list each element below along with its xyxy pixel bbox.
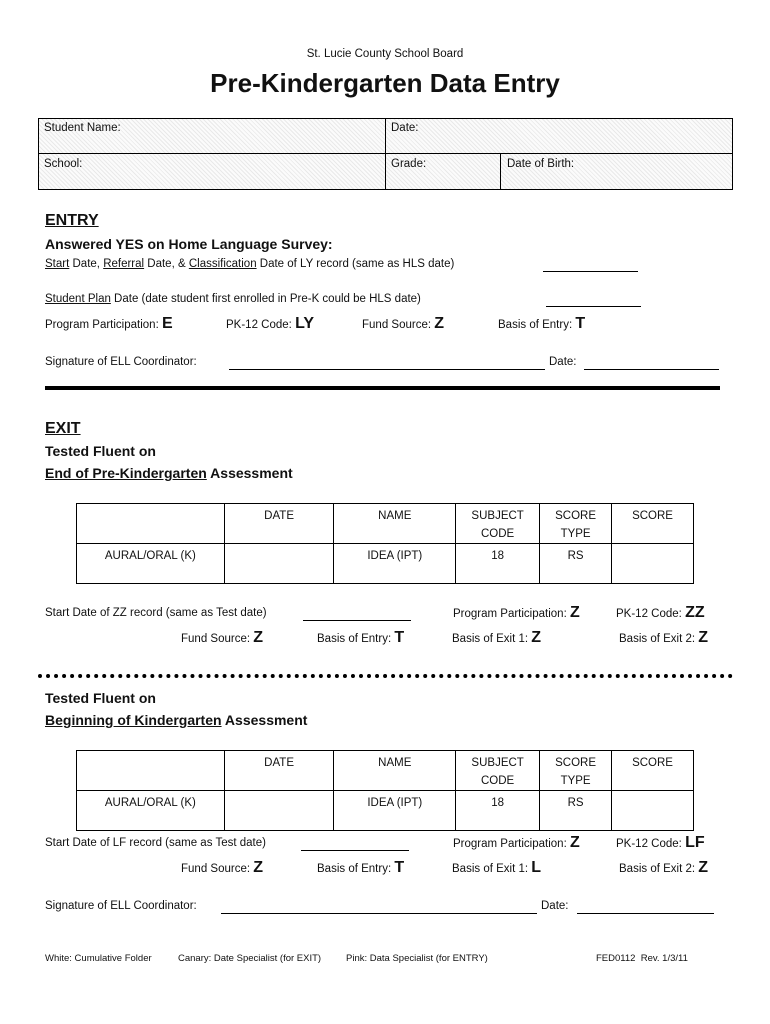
cell-date[interactable] (224, 791, 334, 831)
row-label: AURAL/ORAL (K) (77, 791, 225, 831)
zz-fund-source: Fund Source: Z (181, 629, 264, 646)
ly-record-date-blank[interactable] (543, 258, 638, 272)
school-board-name: St. Lucie County School Board (306, 48, 464, 60)
lf-program-participation: Program Participation: Z (453, 834, 580, 851)
zz-pk12-code: PK-12 Code: ZZ (616, 604, 705, 621)
footer-pink-copy: Pink: Data Specialist (for ENTRY) (346, 953, 488, 964)
entry-fund-source-value: Z (434, 315, 445, 332)
cell-score[interactable] (612, 544, 694, 584)
entry-basis-of-entry: Basis of Entry: T (498, 315, 586, 332)
zz-basis-of-exit-1: Basis of Exit 1: Z (452, 629, 542, 646)
student-name-label: Student Name: (44, 122, 121, 134)
entry-pk12-code-value: LY (295, 315, 315, 332)
col-header-score-type: SCORE TYPE (540, 504, 612, 544)
exit-tested-fluent: Tested Fluent on (45, 443, 156, 459)
col-header-score-type: SCORE TYPE (540, 751, 612, 791)
entry-fund-source: Fund Source: Z (362, 315, 445, 332)
page-title: Pre-Kindergarten Data Entry (210, 68, 560, 98)
lf-start-date-blank[interactable] (301, 837, 409, 851)
entry-line-student-plan: Student Plan Date (date student first enrolled in Pre-K could be HLS date) (45, 293, 421, 305)
student-plan-date-blank[interactable] (546, 293, 641, 307)
zz-basis-of-entry: Basis of Entry: T (317, 629, 405, 646)
beginning-k-assessment-table (76, 750, 694, 831)
cell-name: IDEA (IPT) (334, 791, 456, 831)
entry-basis-of-entry-value: T (575, 315, 586, 332)
exit-signature-date-label: Date: (541, 900, 569, 912)
cell-score[interactable] (612, 791, 694, 831)
lf-basis-of-entry: Basis of Entry: T (317, 859, 405, 876)
entry-subheading: Answered YES on Home Language Survey: (45, 236, 333, 252)
lf-fund-source: Fund Source: Z (181, 859, 264, 876)
dob-label: Date of Birth: (507, 158, 575, 170)
exit-end-assessment: End of Pre-Kindergarten Assessment (45, 465, 293, 481)
lf-start-date-label: Start Date of LF record (same as Test date) (45, 837, 266, 849)
entry-signature-label: Signature of ELL Coordinator: (45, 356, 197, 368)
footer-form-id: FED0112 Rev. 1/3/11 (596, 953, 688, 964)
date-field[interactable] (391, 122, 419, 134)
dotted-divider (38, 674, 733, 678)
col-header-score: SCORE (612, 504, 694, 544)
entry-pk12-code: PK-12 Code: LY (226, 315, 315, 332)
entry-heading: ENTRY (45, 212, 99, 229)
exit-heading: EXIT (45, 420, 81, 437)
entry-program-participation: Program Participation: E (45, 315, 173, 332)
lf-basis-of-exit-2: Basis of Exit 2: Z (619, 859, 709, 876)
lf-pk12-code: PK-12 Code: LF (616, 834, 705, 851)
entry-line-dates: Start Date, Referral Date, & Classification Date of LY record (same as HLS date) (45, 258, 455, 270)
entry-signature-date-blank[interactable] (584, 356, 719, 370)
col-header-date: DATE (224, 751, 334, 791)
cell-subject-code: 18 (456, 544, 540, 584)
section-divider (45, 386, 720, 390)
zz-start-date-label: Start Date of ZZ record (same as Test date) (45, 607, 267, 619)
exit-signature-blank[interactable] (221, 900, 537, 914)
col-header-name: NAME (334, 751, 456, 791)
exit-signature-label: Signature of ELL Coordinator: (45, 900, 197, 912)
grade-field[interactable] (391, 158, 426, 170)
entry-signature-date-label: Date: (549, 356, 577, 368)
col-header-score: SCORE (612, 751, 694, 791)
school-field[interactable] (44, 158, 82, 170)
zz-program-participation: Program Participation: Z (453, 604, 580, 621)
cell-score-type: RS (540, 544, 612, 584)
date-label: Date: (391, 122, 419, 134)
cell-date[interactable] (224, 544, 334, 584)
entry-program-participation-value: E (161, 315, 173, 332)
col-header-subject-code: SUBJECT CODE (456, 751, 540, 791)
col-header-date: DATE (224, 504, 334, 544)
zz-start-date-blank[interactable] (303, 607, 411, 621)
zz-basis-of-exit-2: Basis of Exit 2: Z (619, 629, 709, 646)
cell-name: IDEA (IPT) (334, 544, 456, 584)
grade-label: Grade: (391, 158, 427, 170)
row-label: AURAL/ORAL (K) (77, 544, 225, 584)
col-header-subject-code: SUBJECT CODE (456, 504, 540, 544)
cell-score-type: RS (540, 791, 612, 831)
footer-white-copy: White: Cumulative Folder (45, 953, 152, 964)
cell-subject-code: 18 (456, 791, 540, 831)
exit-tested-fluent-2: Tested Fluent on (45, 690, 156, 706)
end-prek-assessment-table (76, 503, 694, 584)
student-name-field[interactable] (44, 122, 121, 134)
lf-basis-of-exit-1: Basis of Exit 1: L (452, 859, 542, 876)
col-header-name: NAME (334, 504, 456, 544)
school-label: School: (44, 158, 83, 170)
entry-signature-blank[interactable] (229, 356, 545, 370)
exit-beginning-assessment: Beginning of Kindergarten Assessment (45, 712, 308, 728)
exit-signature-date-blank[interactable] (577, 900, 714, 914)
dob-field[interactable] (507, 158, 574, 170)
footer-canary-copy: Canary: Date Specialist (for EXIT) (178, 953, 322, 964)
